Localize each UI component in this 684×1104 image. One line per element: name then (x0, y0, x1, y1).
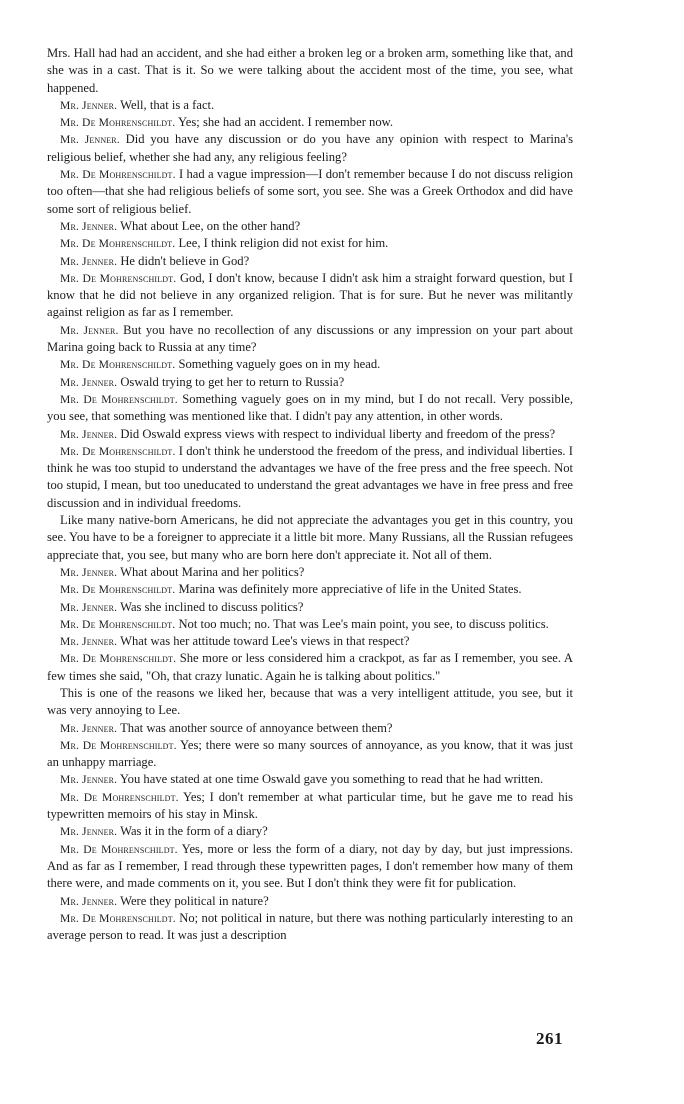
testimony-paragraph (47, 45, 573, 97)
testimony-paragraph (47, 374, 573, 391)
speaker-name: Mr. De Mohrenschildt. (60, 842, 178, 856)
speaker-name: Mr. De Mohrenschildt. (60, 444, 176, 458)
speaker-name: Mr. De Mohrenschildt. (60, 237, 176, 251)
testimony-paragraph (47, 166, 573, 218)
paragraph-text: Like many native-born Americans, he did not appreciate the advantages you get in this country, you see. You have to be a foreigner to appreciate it a little bit more. Many Russians, all the Russian refugees appreciate that, you see, but many who are born here don't appreciate it. Not all of them. (47, 513, 573, 562)
speaker-name: Mr. Jenner. (60, 254, 118, 268)
testimony-paragraph (47, 599, 573, 616)
testimony-paragraph (47, 253, 573, 270)
testimony-paragraph (47, 616, 573, 633)
speaker-name: Mr. Jenner. (60, 219, 118, 233)
paragraph-text: Yes; she had an accident. I remember now. (175, 115, 394, 130)
testimony-paragraph (47, 391, 573, 426)
testimony-paragraph (47, 771, 573, 788)
paragraph-text: Something vaguely goes on in my head. (175, 357, 381, 372)
testimony-paragraph (47, 114, 573, 131)
paragraph-text: Was it in the form of a diary? (117, 824, 268, 839)
paragraph-text: Oswald trying to get her to return to Russia? (117, 374, 345, 389)
paragraph-text: Yes, more or less the form of a diary, not day by day, but just impressions. And as far as I remember, I read through these typewritten pages, I don't remember how many of them there were, and made comments on it, you see. But I don't think they were fit for publication. (47, 841, 573, 891)
paragraph-text: What about Lee, on the other hand? (117, 218, 301, 233)
speaker-name: Mr. De Mohrenschildt. (60, 358, 176, 372)
testimony-paragraph (47, 322, 573, 357)
speaker-name: Mr. Jenner. (60, 894, 118, 908)
paragraph-text: What about Marina and her politics? (117, 564, 305, 579)
paragraph-text: Yes; there were so many sources of annoyance, as you know, that it was just an unhappy marriage. (47, 737, 573, 770)
paragraph-text: God, I don't know, because I didn't ask him a straight forward question, but I know that he did not believe in any organized religion. That is for sure. But he never was militantly against religion as far as I remember. (47, 270, 573, 320)
testimony-paragraph (47, 685, 573, 720)
paragraph-text: He didn't believe in God? (117, 253, 250, 268)
paragraph-text: Did you have any discussion or do you have any opinion with respect to Marina's religious belief, whether she had any, any religious feeling? (47, 132, 573, 164)
speaker-name: Mr. De Mohrenschildt. (60, 617, 176, 631)
testimony-paragraph (47, 737, 573, 772)
paragraph-text: No; not political in nature, but there was nothing particularly interesting to an average person to read. It was just a description (47, 910, 573, 943)
paragraph-text: What was her attitude toward Lee's views in that respect? (117, 634, 410, 649)
speaker-name: Mr. Jenner. (60, 635, 118, 649)
testimony-paragraph (47, 893, 573, 910)
paragraph-text: Yes; I don't remember at what particular time, but he gave me to read his typewritten memoirs of his stay in Minsk. (47, 789, 573, 822)
speaker-name: Mr. Jenner. (60, 323, 119, 337)
paragraph-text: Lee, I think religion did not exist for him. (175, 236, 389, 251)
paragraph-text: Were they political in nature? (117, 893, 269, 908)
testimony-paragraph (47, 789, 573, 824)
paragraph-text: I had a vague impression—I don't remember because I do not discuss religion too often—that she had religious beliefs of some sort, you see. She was a Greek Orthodox and did have some sort of religious belief. (47, 167, 573, 216)
speaker-name: Mr. Jenner. (60, 565, 118, 579)
paragraph-text: Well, that is a fact. (117, 97, 215, 112)
paragraph-text: You have stated at one time Oswald gave you something to read that he had written. (117, 772, 544, 787)
testimony-paragraph (47, 633, 573, 650)
paragraph-text: Did Oswald express views with respect to individual liberty and freedom of the press? (117, 426, 556, 441)
paragraph-text: She more or less considered him a crackpot, as far as I remember, you see. A few times she said, "Oh, that crazy lunatic. Again he is talking about politics." (47, 651, 573, 683)
speaker-name: Mr. De Mohrenschildt. (60, 168, 176, 182)
testimony-paragraph (47, 443, 573, 512)
speaker-name: Mr. De Mohrenschildt. (60, 911, 176, 925)
testimony-paragraph (47, 720, 573, 737)
paragraph-text: I don't think he understood the freedom of the press, and individual liberties. I think he was too stupid to understand the advantages we have of the free press and the free speech. Not too stupid, I mean, but too uneducated to understand the great advantages we have in free press and free discussion and in individual freedoms. (47, 443, 573, 510)
testimony-paragraph (47, 823, 573, 840)
testimony-paragraph (47, 235, 573, 252)
speaker-name: Mr. De Mohrenschildt. (60, 271, 177, 285)
testimony-paragraph (47, 581, 573, 598)
paragraph-text: Mrs. Hall had had an accident, and she had either a broken leg or a broken arm, something like that, and she was in a cast. That is it. So we were talking about the accident most of the time, you see, what happened. (47, 46, 573, 95)
paragraph-text: But you have no recollection of any discussions or any impression on your part about Marina going back to Russia at any time? (47, 322, 573, 355)
paragraph-text: Marina was definitely more appreciative of life in the United States. (175, 582, 522, 597)
testimony-paragraph (47, 512, 573, 564)
page-number: 261 (536, 1029, 563, 1048)
testimony-paragraph (47, 218, 573, 235)
testimony-paragraph (47, 131, 573, 166)
speaker-name: Mr. Jenner. (60, 133, 120, 147)
paragraph-text: This is one of the reasons we liked her, because that was a very intelligent attitude, you see, but it was very annoying to Lee. (47, 685, 573, 718)
speaker-name: Mr. Jenner. (60, 773, 118, 787)
paragraph-text: Not too much; no. That was Lee's main point, you see, to discuss politics. (175, 616, 549, 631)
speaker-name: Mr. Jenner. (60, 98, 118, 112)
speaker-name: Mr. De Mohrenschildt. (60, 583, 176, 597)
testimony-paragraph (47, 841, 573, 893)
speaker-name: Mr. De Mohrenschildt. (60, 392, 178, 406)
testimony-paragraph (47, 426, 573, 443)
testimony-paragraph (47, 270, 573, 322)
speaker-name: Mr. Jenner. (60, 375, 118, 389)
testimony-paragraph (47, 910, 573, 945)
speaker-name: Mr. De Mohrenschildt. (60, 652, 177, 666)
speaker-name: Mr. Jenner. (60, 427, 118, 441)
testimony-paragraph (47, 356, 573, 373)
speaker-name: Mr. De Mohrenschildt. (60, 116, 176, 130)
speaker-name: Mr. Jenner. (60, 600, 118, 614)
speaker-name: Mr. Jenner. (60, 825, 118, 839)
testimony-paragraph (47, 564, 573, 581)
testimony-text (47, 45, 573, 944)
paragraph-text: Something vaguely goes on in my mind, but I do not recall. Very possible, you see, that something was mentioned like that. I didn't pay any attention, in other words. (47, 391, 573, 424)
speaker-name: Mr. Jenner. (60, 721, 118, 735)
speaker-name: Mr. De Mohrenschildt. (60, 738, 177, 752)
testimony-paragraph (47, 650, 573, 685)
paragraph-text: That was another source of annoyance between them? (117, 720, 393, 735)
testimony-paragraph (47, 97, 573, 114)
paragraph-text: Was she inclined to discuss politics? (117, 599, 304, 614)
speaker-name: Mr. De Mohrenschildt. (60, 790, 179, 804)
